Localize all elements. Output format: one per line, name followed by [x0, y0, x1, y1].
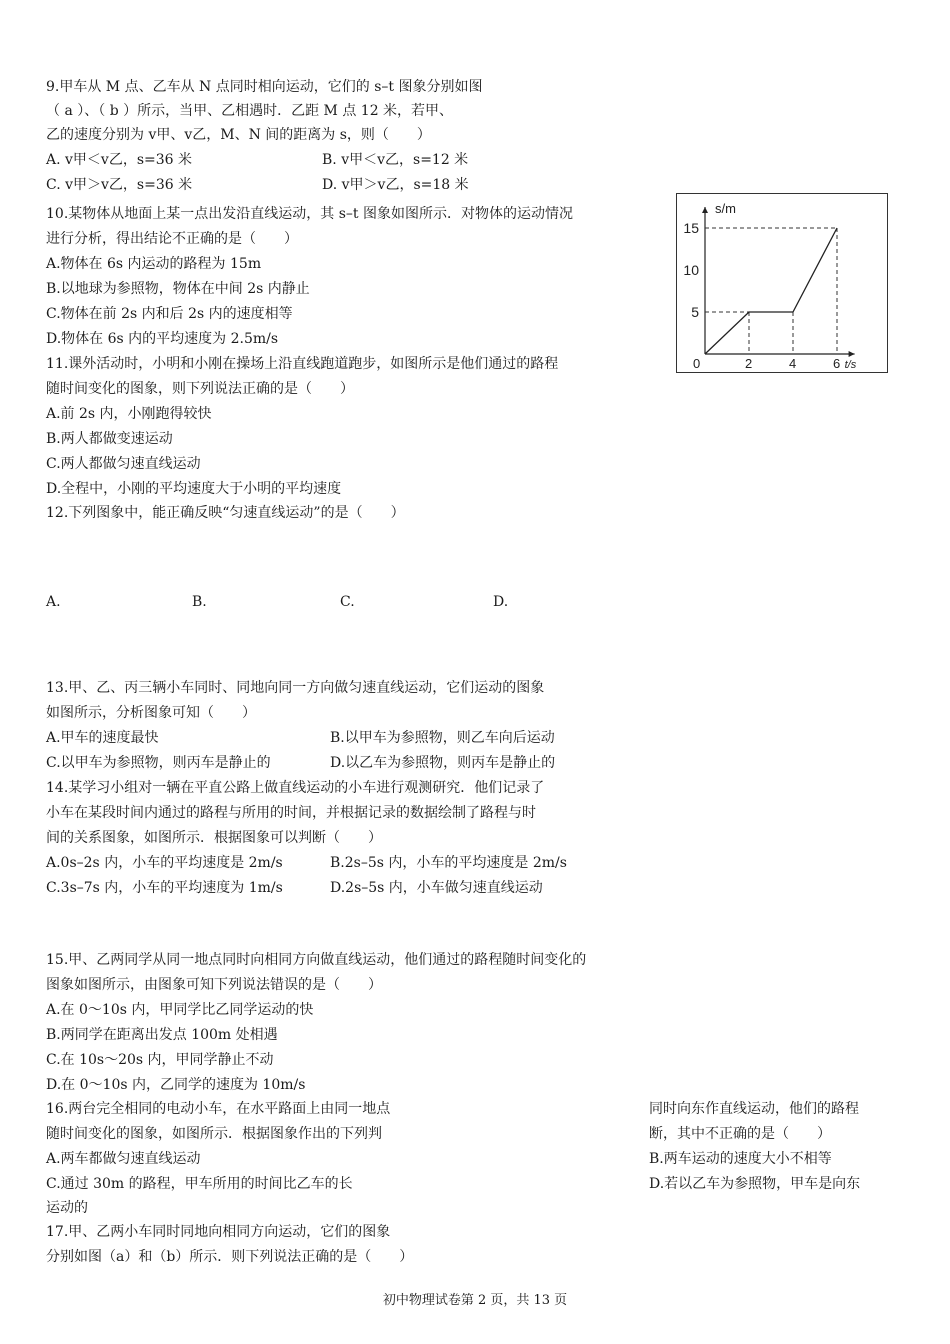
- q14-option-c: C.3s–7s 内，小车的平均速度为 1m/s: [46, 880, 283, 896]
- q13-option-a: A.甲车的速度最快: [46, 730, 159, 746]
- q17-stem-line2: 分别如图（a）和（b）所示．则下列说法正确的是（ ）: [46, 1249, 414, 1265]
- q16-stem-line2-right: 断，其中不正确的是（ ）: [649, 1126, 831, 1142]
- q11-option-c: C.两人都做匀速直线运动: [46, 456, 201, 472]
- q10-option-c: C.物体在前 2s 内和后 2s 内的速度相等: [46, 306, 293, 322]
- y-tick-label: 15: [683, 220, 699, 236]
- q16-stem-line1-left: 16.两台完全相同的电动小车，在水平路面上由同一地点: [46, 1101, 391, 1117]
- q10-option-a: A.物体在 6s 内运动的路程为 15m: [46, 256, 262, 272]
- q9-option-b: B. v甲＜v乙，s=12 米: [322, 152, 469, 168]
- q12-option-c: C.: [340, 594, 355, 610]
- series-line: [705, 228, 837, 354]
- q14-stem-line1: 14.某学习小组对一辆在平直公路上做直线运动的小车进行观测研究．他们记录了: [46, 780, 545, 796]
- x-axis-arrow: [849, 351, 855, 357]
- y-axis-label: s/m: [715, 201, 736, 216]
- q15-option-d: D.在 0～10s 内，乙同学的速度为 10m/s: [46, 1077, 306, 1093]
- q12-stem-line1: 12.下列图象中，能正确反映“匀速直线运动”的是（ ）: [46, 505, 405, 521]
- q12-option-d: D.: [493, 594, 509, 610]
- q10-stem-line2: 进行分析，得出结论不正确的是（ ）: [46, 231, 298, 247]
- x-tick-label: 2: [745, 356, 753, 371]
- q12-option-b: B.: [192, 594, 207, 610]
- y-axis-arrow: [702, 207, 708, 213]
- q10-stem-line1: 10.某物体从地面上某一点出发沿直线运动，其 s–t 图象如图所示．对物体的运动情况: [46, 206, 573, 222]
- q15-option-a: A.在 0～10s 内，甲同学比乙同学运动的快: [46, 1002, 314, 1018]
- q9-option-d: D. v甲＞v乙，s=18 米: [322, 177, 469, 193]
- q9-option-c: C. v甲＞v乙，s=36 米: [46, 177, 193, 193]
- x-tick-label: 6: [833, 356, 841, 371]
- q16-option-b: B.两车运动的速度大小不相等: [649, 1151, 832, 1167]
- q14-option-d: D.2s–5s 内，小车做匀速直线运动: [330, 880, 543, 896]
- q14-stem-line2: 小车在某段时间内通过的路程与所用的时间，并根据记录的数据绘制了路程与时: [46, 805, 536, 821]
- q15-option-c: C.在 10s～20s 内，甲同学静止不动: [46, 1052, 274, 1068]
- q14-option-b: B.2s–5s 内，小车的平均速度是 2m/s: [330, 855, 567, 871]
- y-tick-label: 10: [683, 262, 699, 278]
- q13-option-d: D.以乙车为参照物，则丙车是静止的: [330, 755, 556, 771]
- q11-stem-line2: 随时间变化的图象，则下列说法正确的是（ ）: [46, 381, 354, 397]
- q9-option-a: A. v甲＜v乙，s=36 米: [46, 152, 193, 168]
- q16-option-d: D.若以乙车为参照物，甲车是向东: [649, 1176, 861, 1192]
- q9-stem-line3: 乙的速度分别为 v甲、v乙，M、N 间的距离为 s，则（ ）: [46, 127, 431, 143]
- q16-option-d-cont: 运动的: [46, 1200, 88, 1216]
- y-tick-label: 5: [691, 304, 699, 320]
- q16-stem-line2-left: 随时间变化的图象，如图所示．根据图象作出的下列判: [46, 1126, 382, 1142]
- q15-stem-line2: 图象如图所示，由图象可知下列说法错误的是（ ）: [46, 977, 382, 993]
- q17-stem-line1: 17.甲、乙两小车同时同地向相同方向运动，它们的图象: [46, 1224, 391, 1240]
- q11-option-a: A.前 2s 内，小刚跑得较快: [46, 406, 212, 422]
- q14-stem-line3: 间的关系图象，如图所示．根据图象可以判断（ ）: [46, 830, 382, 846]
- q11-stem-line1: 11.课外活动时，小明和小刚在操场上沿直线跑道跑步，如图所示是他们通过的路程: [46, 356, 559, 372]
- q14-option-a: A.0s–2s 内，小车的平均速度是 2m/s: [46, 855, 283, 871]
- q9-stem-line1: 9.甲车从 M 点、乙车从 N 点同时相向运动，它们的 s–t 图象分别如图: [46, 79, 483, 95]
- q13-option-c: C.以甲车为参照物，则丙车是静止的: [46, 755, 271, 771]
- q10-option-d: D.物体在 6s 内的平均速度为 2.5m/s: [46, 331, 279, 347]
- q11-option-b: B.两人都做变速运动: [46, 431, 173, 447]
- q12-option-a: A.: [46, 594, 61, 610]
- q16-stem-line1-right: 同时向东作直线运动，他们的路程: [649, 1101, 859, 1117]
- x-tick-label: 4: [789, 356, 797, 371]
- x-axis-label: t/s: [844, 359, 857, 371]
- q11-option-d: D.全程中，小刚的平均速度大于小明的平均速度: [46, 481, 342, 497]
- q15-option-b: B.两同学在距离出发点 100m 处相遇: [46, 1027, 278, 1043]
- q10-option-b: B.以地球为参照物，物体在中间 2s 内静止: [46, 281, 310, 297]
- page-footer: 初中物理试卷第 2 页，共 13 页: [382, 1293, 568, 1308]
- q13-stem-line2: 如图所示，分析图象可知（ ）: [46, 705, 256, 721]
- q13-stem-line1: 13.甲、乙、丙三辆小车同时、同地向同一方向做匀速直线运动，它们运动的图象: [46, 680, 545, 696]
- q16-option-c: C.通过 30m 的路程，甲车所用的时间比乙车的长: [46, 1176, 353, 1192]
- q16-option-a: A.两车都做匀速直线运动: [46, 1151, 201, 1167]
- q13-option-b: B.以甲车为参照物，则乙车向后运动: [330, 730, 555, 746]
- x-tick-label: 0: [693, 356, 701, 371]
- q10-st-chart: [676, 193, 888, 373]
- q10-st-chart-svg: [677, 194, 887, 372]
- q9-stem-line2: （ a ）、（ b ）所示，当甲、乙相遇时．乙距 M 点 12 米，若甲、: [46, 103, 454, 119]
- q15-stem-line1: 15.甲、乙两同学从同一地点同时向相同方向做直线运动，他们通过的路程随时间变化的: [46, 952, 587, 968]
